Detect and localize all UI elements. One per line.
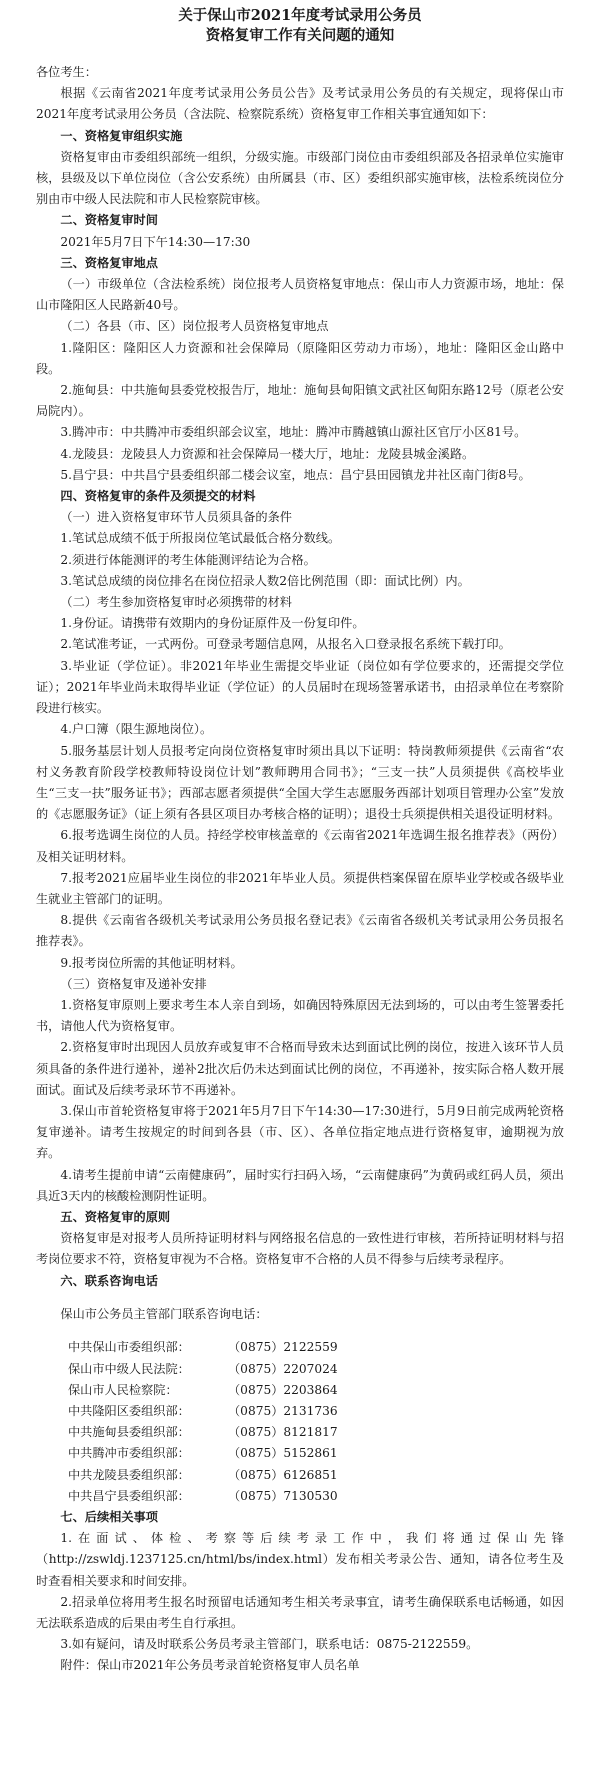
section-4-sub-3: （三）资格复审及递补安排 — [60, 976, 207, 991]
contact-row — [68, 1401, 564, 1422]
attachment-note: 附件：保山市2021年公务员考录首轮资格复审人员名单 — [60, 1658, 360, 1673]
material-item: 6.报考选调生岗位的人员。持经学校审核盖章的《云南省2021年选调生报名推荐表》（两份）及相关证明材料。 — [36, 828, 564, 864]
contact-row — [68, 1465, 564, 1486]
section-6-heading: 六、联系咨询电话 — [60, 1273, 158, 1288]
follow-up-item: 3.如有疑问，请及时联系公务员考录主管部门，联系电话：0875-2122559。 — [60, 1637, 479, 1652]
contact-row — [68, 1359, 564, 1380]
contact-org: 中共腾冲市委组织部： — [68, 1446, 190, 1461]
contact-phone: （0875）5152861 — [228, 1446, 338, 1461]
contact-org: 保山市中级人民法院： — [68, 1361, 190, 1376]
section-3-heading: 三、资格复审地点 — [60, 255, 158, 270]
contact-org: 中共昌宁县委组织部： — [68, 1488, 190, 1503]
intro-paragraph: 根据《云南省2021年度考试录用公务员公告》及考试录用公务员的有关规定，现将保山市2021年度考试录用公务员（含法院、检察院系统）资格复审工作相关事宜通知如下： — [36, 86, 564, 122]
section-5-text: 资格复审是对报考人员所持证明材料与网络报名信息的一致性进行审核，若所持证明材料与招考岗位要求不符，资格复审视为不合格。资格复审不合格的人员不得参与后续考录程序。 — [36, 1231, 564, 1267]
follow-up-item: 1.在面试、体检、考察等后续考录工作中，我们将通过保山先锋（http://zswldj.1237125.cn/html/bs/index.html）发布相关考录公告、通知，请各位考生及时查看相关要求和时间安排。 — [36, 1531, 564, 1588]
location-item: 4.龙陵县：龙陵县人力资源和社会保障局一楼大厅，地址：龙陵县城金溪路。 — [60, 446, 475, 461]
contact-phone: （0875）6126851 — [228, 1467, 338, 1482]
title-line-1: 关于保山市2021年度考试录用公务员 — [178, 7, 422, 24]
material-item: 7.报考2021应届毕业生岗位的非2021年毕业人员。须提供档案保留在原毕业学校或各级毕业生就业主管部门的证明。 — [36, 870, 564, 906]
section-2-text: 2021年5月7日下午14:30—17:30 — [60, 234, 251, 249]
arrangement-item: 2.资格复审时出现因人员放弃或复审不合格而导致未达到面试比例的岗位，按进入该环节人员须具备的条件进行递补，递补2批次后仍未达到面试比例的岗位，不再递补，按实际合格人数开展面试。面试及后续考录环节不再递补。 — [36, 1040, 564, 1097]
contact-row — [68, 1422, 564, 1443]
section-3-county-heading: （二）各县（市、区）岗位报考人员资格复审地点 — [60, 319, 329, 334]
contact-row — [68, 1337, 564, 1358]
section-4-sub-1: （一）进入资格复审环节人员须具备的条件 — [60, 510, 292, 525]
contact-org: 中共隆阳区委组织部： — [68, 1403, 190, 1418]
material-item: 9.报考岗位所需的其他证明材料。 — [60, 955, 243, 970]
arrangement-item: 4.请考生提前申请“云南健康码”，届时实行扫码入场，“云南健康码”为黄码或红码人员，须出具近3天内的核酸检测阴性证明。 — [36, 1167, 564, 1203]
contact-row — [68, 1443, 564, 1464]
section-5-heading: 五、资格复审的原则 — [60, 1209, 171, 1224]
location-item: 5.昌宁县：中共昌宁县委组织部二楼会议室，地点：昌宁县田园镇龙井社区南门街8号。 — [60, 467, 531, 482]
location-item: 3.腾冲市：中共腾冲市委组织部会议室，地址：腾冲市腾越镇山源社区官厅小区81号。 — [60, 425, 527, 440]
contact-org: 保山市人民检察院： — [68, 1382, 178, 1397]
contact-org: 中共施甸县委组织部： — [68, 1425, 190, 1440]
material-item: 5.服务基层计划人员报考定向岗位资格复审时须出具以下证明：特岗教师须提供《云南省“农村义务教育阶段学校教师特设岗位计划”教师聘用合同书》；“三支一扶”人员须提供《高校毕业生“三支一扶”服务证书》；西部志愿者须提供“全国大学生志愿服务西部计划项目管理办公室”发放的《志愿服务证》（证上须有各县区项目办考核合格的证明）；退役士兵须提供相关退役证明材料。 — [36, 743, 564, 822]
condition-item: 2.须进行体能测评的考生体能测评结论为合格。 — [60, 552, 316, 567]
material-item: 4.户口簿（限生源地岗位）。 — [60, 722, 213, 737]
contact-org: 中共保山市委组织部： — [68, 1340, 190, 1355]
section-3-city-location: （一）市级单位（含法检系统）岗位报考人员资格复审地点：保山市人力资源市场，地址：保山市隆阳区人民路新40号。 — [36, 277, 564, 313]
arrangement-item: 1.资格复审原则上要求考生本人亲自到场，如确因特殊原因无法到场的，可以由考生签署委托书，请他人代为资格复审。 — [36, 997, 564, 1034]
section-4-sub-2: （二）考生参加资格复审时必须携带的材料 — [60, 595, 292, 610]
condition-item: 3.笔试总成绩的岗位排名在岗位招录人数2倍比例范围（即：面试比例）内。 — [60, 573, 470, 588]
contact-list — [68, 1337, 564, 1507]
location-item: 2.施甸县：中共施甸县委党校报告厅，地址：施甸县甸阳镇文武社区甸阳东路12号（原老公安局院内）。 — [36, 383, 564, 419]
section-7-heading: 七、后续相关事项 — [60, 1509, 158, 1524]
contact-phone: （0875）2203864 — [228, 1382, 338, 1397]
contact-row — [68, 1380, 564, 1401]
section-1-heading: 一、资格复审组织实施 — [60, 128, 183, 143]
contact-org: 中共龙陵县委组织部： — [68, 1467, 190, 1482]
contacts-lead: 保山市公务员主管部门联系咨询电话： — [60, 1306, 268, 1321]
section-2-heading: 二、资格复审时间 — [60, 213, 158, 228]
material-item: 1.身份证。请携带有效期内的身份证原件及一份复印件。 — [60, 616, 365, 631]
material-item: 3.毕业证（学位证）。非2021年毕业生需提交毕业证（岗位如有学位要求的，还需提交学位证）；2021年毕业尚未取得毕业证（学位证）的人员届时在现场签署承诺书，由招录单位在考察阶段进行核实。 — [36, 658, 564, 716]
condition-item: 1.笔试总成绩不低于所报岗位笔试最低合格分数线。 — [60, 531, 341, 546]
contact-phone: （0875）8121817 — [228, 1425, 338, 1440]
section-4-heading: 四、资格复审的条件及须提交的材料 — [60, 489, 256, 504]
greeting: 各位考生： — [36, 65, 97, 79]
contact-phone: （0875）7130530 — [228, 1488, 338, 1503]
arrangement-item: 3.保山市首轮资格复审将于2021年5月7日下午14:30—17:30进行，5月9日前完成两轮资格复审递补。请考生按规定的时间到各县（市、区）、各单位指定地点进行资格复审，逾期视为放弃。 — [36, 1103, 564, 1161]
contact-phone: （0875）2207024 — [228, 1361, 338, 1376]
title-line-2: 资格复审工作有关问题的通知 — [205, 27, 395, 44]
contact-phone: （0875）2131736 — [228, 1403, 338, 1418]
contact-row — [68, 1486, 564, 1507]
material-item: 8.提供《云南省各级机关考试录用公务员报名登记表》《云南省各级机关考试录用公务员报名推荐表》。 — [36, 913, 564, 949]
section-1-text: 资格复审由市委组织部统一组织，分级实施。市级部门岗位由市委组织部及各招录单位实施审核，县级及以下单位岗位（含公安系统）由所属县（市、区）委组织部实施审核，法检系统岗位分别由市中级人民法院和市人民检察院审核。 — [36, 149, 564, 207]
material-item: 2.笔试准考证，一式两份。可登录考题信息网，从报名入口登录报名系统下载打印。 — [60, 637, 511, 652]
contact-phone: （0875）2122559 — [228, 1340, 338, 1355]
follow-up-item: 2.招录单位将用考生报名时预留电话通知考生相关考录事宜，请考生确保联系电话畅通，如因无法联系造成的后果由考生自行承担。 — [36, 1594, 564, 1630]
location-item: 1.隆阳区：隆阳区人力资源和社会保障局（原隆阳区劳动力市场），地址：隆阳区金山路中段。 — [36, 340, 564, 376]
